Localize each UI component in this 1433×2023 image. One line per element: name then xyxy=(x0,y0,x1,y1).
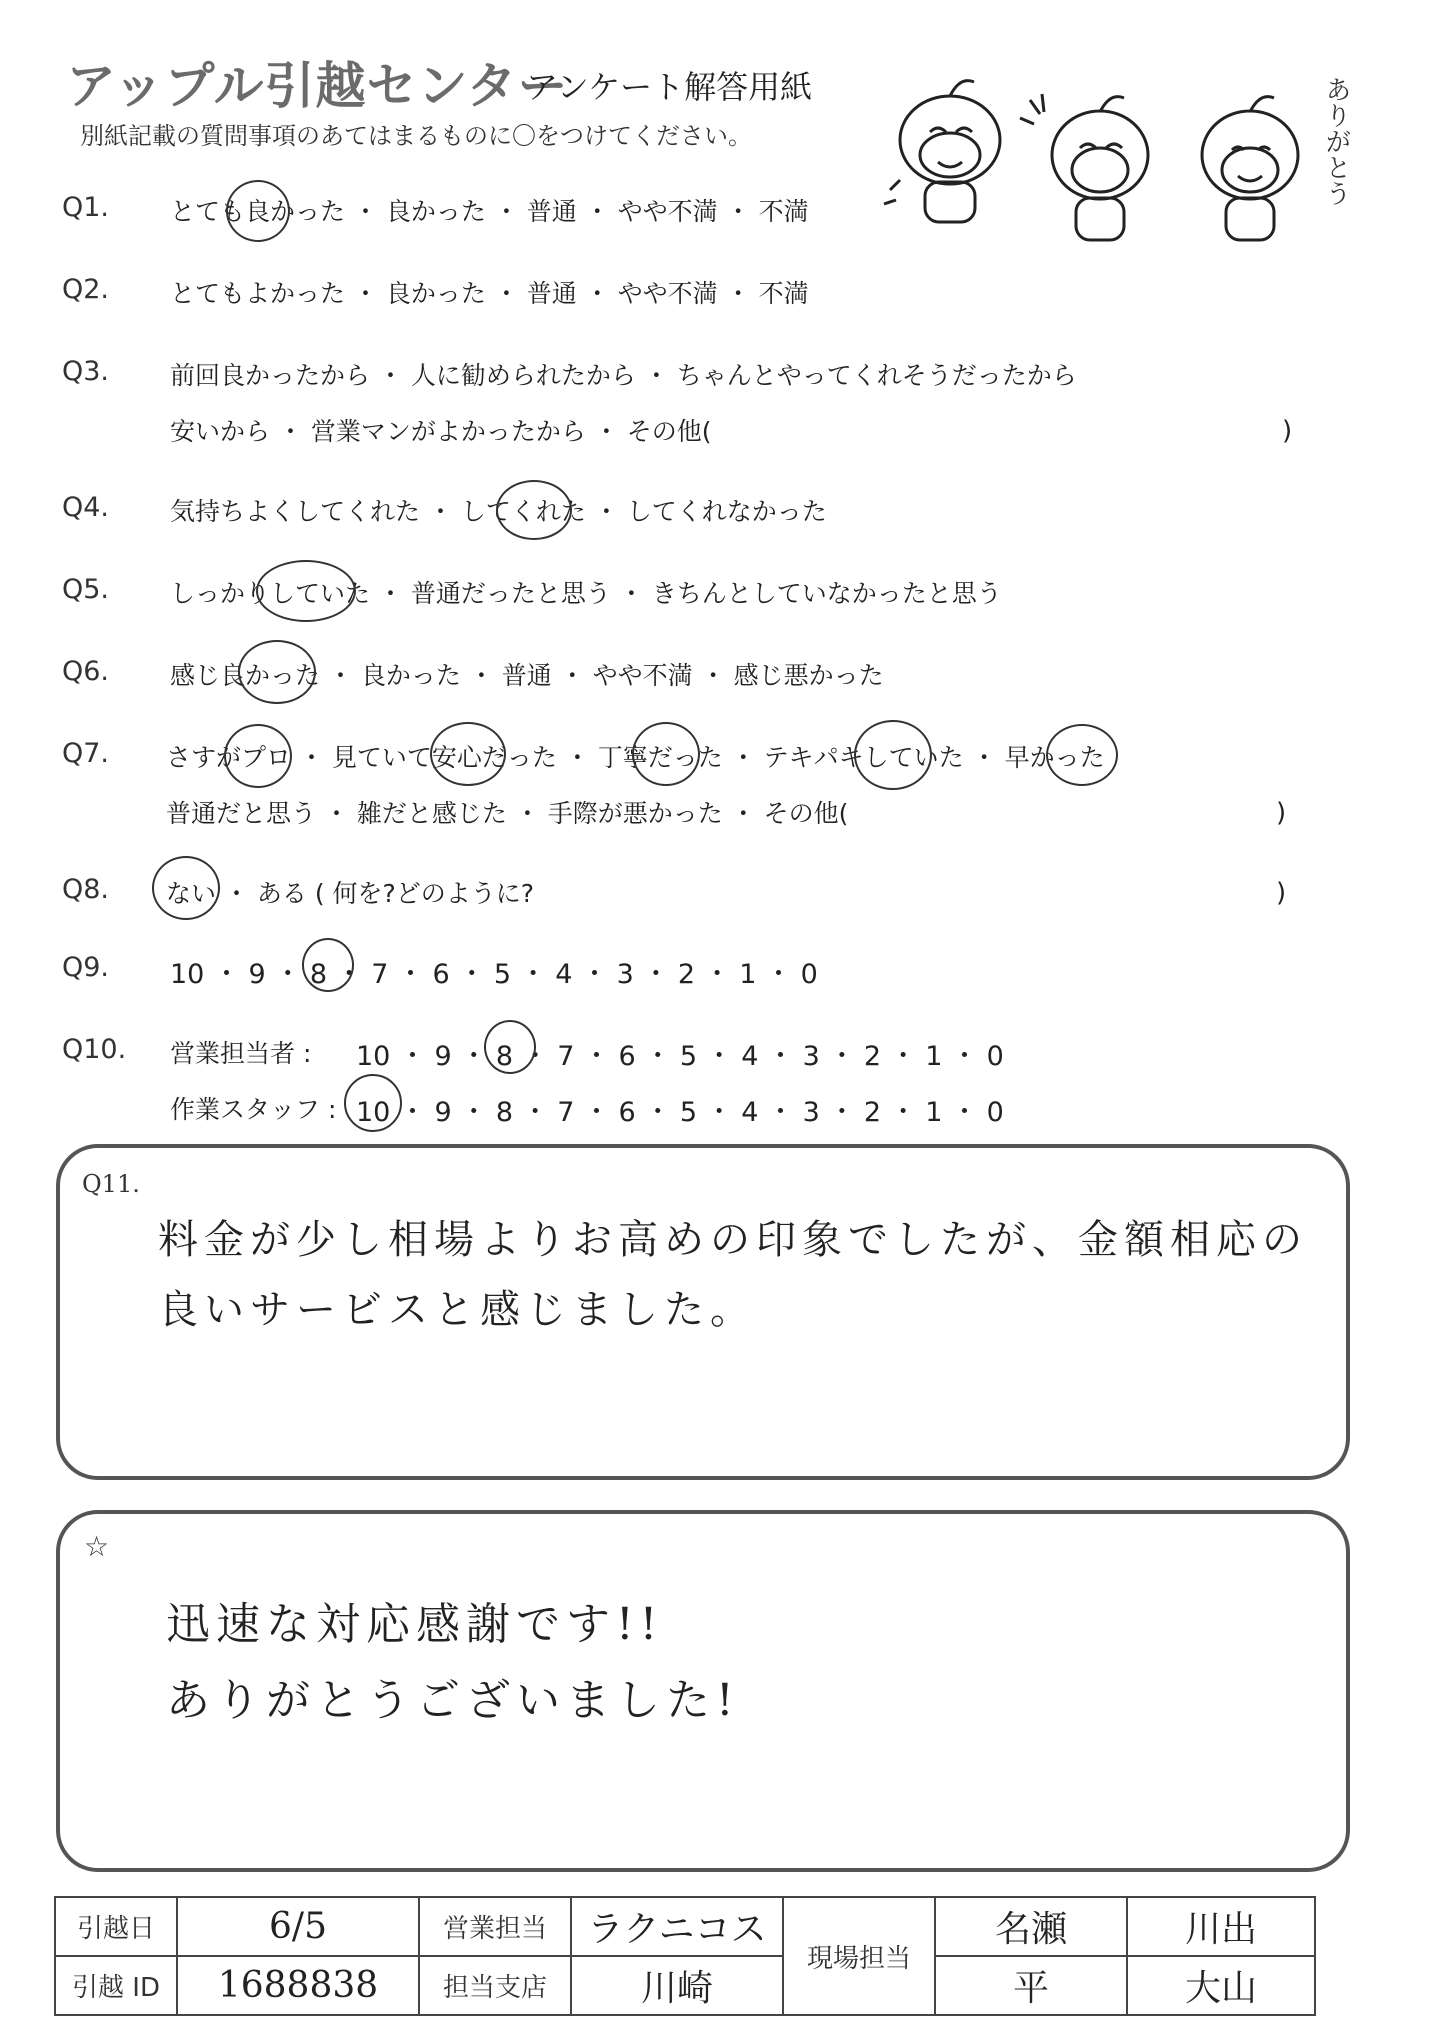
star-comment-line2: ありがとうございました! xyxy=(166,1675,740,1726)
q7-selected-circle-pro xyxy=(224,724,292,788)
sales-value: ラクニコス xyxy=(571,1897,783,1956)
q7-close-paren: ) xyxy=(1276,798,1287,828)
q11-comment-line1: 料金が少し相場よりお高めの印象でしたが、金額相応の xyxy=(158,1217,1308,1263)
q10-sales-label: 営業担当者 : xyxy=(170,1039,312,1068)
q1-selected-circle xyxy=(226,180,290,242)
q2-label: Q2. xyxy=(62,274,110,305)
q3-options-line2[interactable]: 安いから ・ 営業マンがよかったから ・ その他( xyxy=(170,417,712,446)
moving-date-value: 6/5 xyxy=(177,1897,419,1956)
q8-close-paren: ) xyxy=(1276,878,1287,908)
site-value-3: 川出 xyxy=(1127,1897,1315,1956)
mascot-monkeys-illustration xyxy=(880,60,1340,250)
star-icon: ☆ xyxy=(84,1530,110,1563)
q10-sales-scale[interactable]: 10 ・ 9 ・ 8 ・ 7 ・ 6 ・ 5 ・ 4 ・ 3 ・ 2 ・ 1 ・ 0 xyxy=(356,1041,1004,1072)
star-comment-line1: 迅速な対応感謝です!! xyxy=(166,1599,664,1650)
q4-label: Q4. xyxy=(62,492,110,523)
q7-options-line1[interactable]: さすがプロ ・ 見ていて安心だった ・ 丁寧だった ・ テキパキしていた ・ 早かった xyxy=(166,743,1105,772)
q10-staff-scale[interactable]: 10 ・ 9 ・ 8 ・ 7 ・ 6 ・ 5 ・ 4 ・ 3 ・ 2 ・ 1 ・ 0 xyxy=(356,1097,1004,1128)
q3-options-line1[interactable]: 前回良かったから ・ 人に勧められたから ・ ちゃんとやってくれそうだったから xyxy=(170,361,1077,390)
company-title: アップル引越センター xyxy=(66,57,569,115)
q10-staff-label: 作業スタッフ : xyxy=(170,1095,337,1124)
moving-id-value: 1688838 xyxy=(177,1956,419,2015)
q8-label: Q8. xyxy=(62,874,110,905)
q10-sales-selected-circle xyxy=(484,1020,536,1074)
q11-comment-line2: 良いサービスと感じました。 xyxy=(158,1287,756,1333)
branch-label: 担当支店 xyxy=(419,1956,571,2015)
q7-selected-circle-hayakatta xyxy=(1046,724,1118,786)
q9-label: Q9. xyxy=(62,952,110,983)
q5-options[interactable]: しっかりしていた ・ 普通だったと思う ・ きちんとしていなかったと思う xyxy=(170,579,1002,608)
site-label: 現場担当 xyxy=(783,1897,935,2015)
info-table xyxy=(54,1896,1316,2016)
sales-label: 営業担当 xyxy=(419,1897,571,1956)
moving-date-label: 引越日 xyxy=(55,1897,177,1956)
q4-options[interactable]: 気持ちよくしてくれた ・ してくれた ・ してくれなかった xyxy=(170,497,827,526)
q3-label: Q3. xyxy=(62,356,110,387)
q5-selected-circle xyxy=(256,560,356,622)
q8-options[interactable]: ない ・ ある ( 何を?どのように? xyxy=(166,879,535,908)
q6-label: Q6. xyxy=(62,656,110,687)
q7-options-line2[interactable]: 普通だと思う ・ 雑だと感じた ・ 手際が悪かった ・ その他( xyxy=(166,799,849,828)
q3-close-paren: ) xyxy=(1282,416,1293,446)
branch-value: 川崎 xyxy=(571,1956,783,2015)
q2-options[interactable]: とてもよかった ・ 良かった ・ 普通 ・ やや不満 ・ 不満 xyxy=(170,279,809,308)
q9-selected-circle xyxy=(302,938,354,992)
site-value-4: 大山 xyxy=(1127,1956,1315,2015)
q6-options[interactable]: 感じ良かった ・ 良かった ・ 普通 ・ やや不満 ・ 感じ悪かった xyxy=(170,661,884,690)
q7-selected-circle-anshin xyxy=(430,722,506,786)
q1-label: Q1. xyxy=(62,192,110,223)
q10-staff-selected-circle xyxy=(344,1074,402,1132)
q11-label: Q11. xyxy=(82,1170,140,1198)
q4-selected-circle xyxy=(496,480,572,540)
site-value-1: 名瀬 xyxy=(935,1897,1127,1956)
q7-label: Q7. xyxy=(62,738,110,769)
q10-label: Q10. xyxy=(62,1034,127,1065)
q5-label: Q5. xyxy=(62,574,110,605)
q1-options[interactable]: とても良かった ・ 良かった ・ 普通 ・ やや不満 ・ 不満 xyxy=(170,197,809,226)
q7-selected-circle-tekipaki xyxy=(854,720,932,790)
form-subtitle: アンケート解答用紙 xyxy=(526,68,813,106)
q8-selected-circle xyxy=(152,856,220,920)
site-value-2: 平 xyxy=(935,1956,1127,2015)
q9-scale[interactable]: 10 ・ 9 ・ 8 ・ 7 ・ 6 ・ 5 ・ 4 ・ 3 ・ 2 ・ 1 ・ 0 xyxy=(170,959,818,990)
instruction-text: 別紙記載の質問事項のあてはまるものに〇をつけてください。 xyxy=(80,122,752,150)
moving-id-label: 引越 ID xyxy=(55,1956,177,2015)
q6-selected-circle xyxy=(238,640,316,704)
thanks-vertical-text: ありがとう xyxy=(1321,76,1351,206)
q7-selected-circle-teinei xyxy=(632,722,700,786)
